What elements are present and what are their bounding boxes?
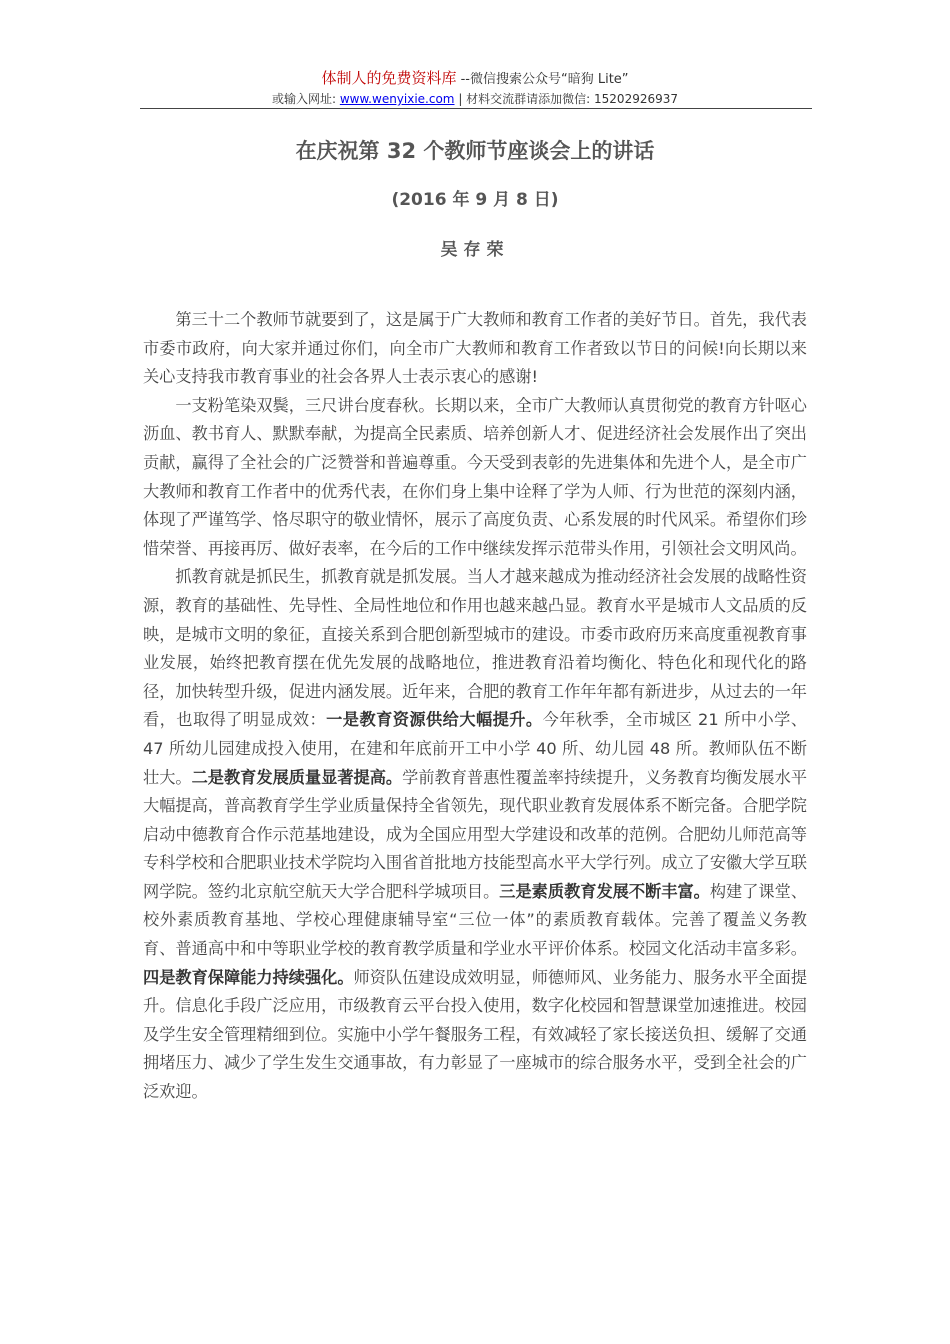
header-brand: 体制人的免费资料库 [321,69,457,87]
header-url-link[interactable]: www.wenyixie.com [339,92,455,106]
highlight-2: 二是教育发展质量显著提高。 [191,767,403,787]
paragraph-3-part-5: 师资队伍建设成效明显，师德师风、业务能力、服务水平全面提升。信息化手段广泛应用，市级教育云平台投入使用，数字化校园和智慧课堂加速推进。校园及学生安全管理精细到位。实施中小学午餐服务工程，有效减轻了家长接送负担、缓解了交通拥堵压力、减少了学生发生交通事故，有力彰显了一座城市的综合服务水平，受到全社会的广泛欢迎。 [143,967,808,1102]
document-title: 在庆祝第 32 个教师节座谈会上的讲话 [295,139,655,163]
header-line-1 [140,68,810,90]
header-line-2 [140,90,810,108]
document-author: 吴存荣 [440,240,510,260]
document-date: (2016 年 9 月 8 日) [391,190,559,210]
highlight-1: 一是教育资源供给大幅提升。 [326,710,543,730]
paragraph-3-part-3: 学前教育普惠性覆盖率持续提升，义务教育均衡发展水平大幅提高，普高教育学生学业质量保持全省领先，现代职业教育发展体系不断完备。合肥学院启动中德教育合作示范基地建设，成为全国应用型大学建设和改革的范例。合肥幼儿师范高等专科学校和合肥职业技术学院均入围省首批地方技能型高水平大学行列。成立了安徽大学互联网学院。签约北京航空航天大学合肥科学城项目。 [143,767,808,901]
paragraph-1: 第三十二个教师节就要到了，这是属于广大教师和教育工作者的美好节日。首先，我代表市委市政府，向大家并通过你们，向全市广大教师和教育工作者致以节日的问候!向长期以来关心支持我市教育事业的社会各界人士表示衷心的感谢! [143,310,807,387]
highlight-3: 三是素质教育发展不断丰富。 [499,881,710,901]
highlight-4: 四是教育保障能力持续强化。 [143,967,354,987]
paragraph-3-part-4: 构建了课堂、校外素质教育基地、学校心理健康辅导室“三位一体”的素质教育载体。完善了覆盖义务教育、普通高中和中等职业学校的教育教学质量和学业水平评价体系。校园文化活动丰富多彩。 [143,881,808,959]
header-slogan: --微信搜索公众号“暗狗 Lite” [456,72,629,87]
paragraph-3-intro: 抓教育就是抓民生，抓教育就是抓发展。当人才越来越成为推动经济社会发展的战略性资源，教育的基础性、先导性、全局性地位和作用也越来越凸显。教育水平是城市人文品质的反映，是城市文明的象征，直接关系到合肥创新型城市的建设。市委市政府历来高度重视教育事业发展，始终把教育摆在优先发展的战略地位，推进教育沿着均衡化、特色化和现代化的路径，加快转型升级，促进内涵发展。近年来，合肥的教育工作年年都有新进步，从过去的一年看，也取得了明显成效： [143,567,807,730]
page-header [140,68,810,108]
paragraph-3 [143,563,807,1106]
header-url-prefix: 或输入网址: [271,92,340,106]
paragraph-2: 一支粉笔染双鬓，三尺讲台度春秋。长期以来，全市广大教师认真贯彻党的教育方针呕心沥血、教书育人、默默奉献，为提高全民素质、培养创新人才、促进经济社会发展作出了突出贡献，赢得了全社会的广泛赞誉和普遍尊重。今天受到表彰的先进集体和先进个人，是全市广大教师和教育工作者中的优秀代表，在你们身上集中诠释了学为人师、行为世范的深刻内涵，体现了严谨笃学、恪尽职守的敬业情怀，展示了高度负责、心系发展的时代风采。希望你们珍惜荣誉、再接再厉、做好表率，在今后的工作中继续发挥示范带头作用，引领社会文明风尚。 [143,395,807,558]
document-body [143,306,807,1107]
header-divider [140,108,812,109]
paragraph-3-part-2: 今年秋季，全市城区 21 所中小学、47 所幼儿园建成投入使用，在建和年底前开工中小学 40 所、幼儿园 48 所。教师队伍不断壮大。 [143,710,808,787]
header-contact: | 材料交流群请添加微信: 15202926937 [454,92,679,106]
